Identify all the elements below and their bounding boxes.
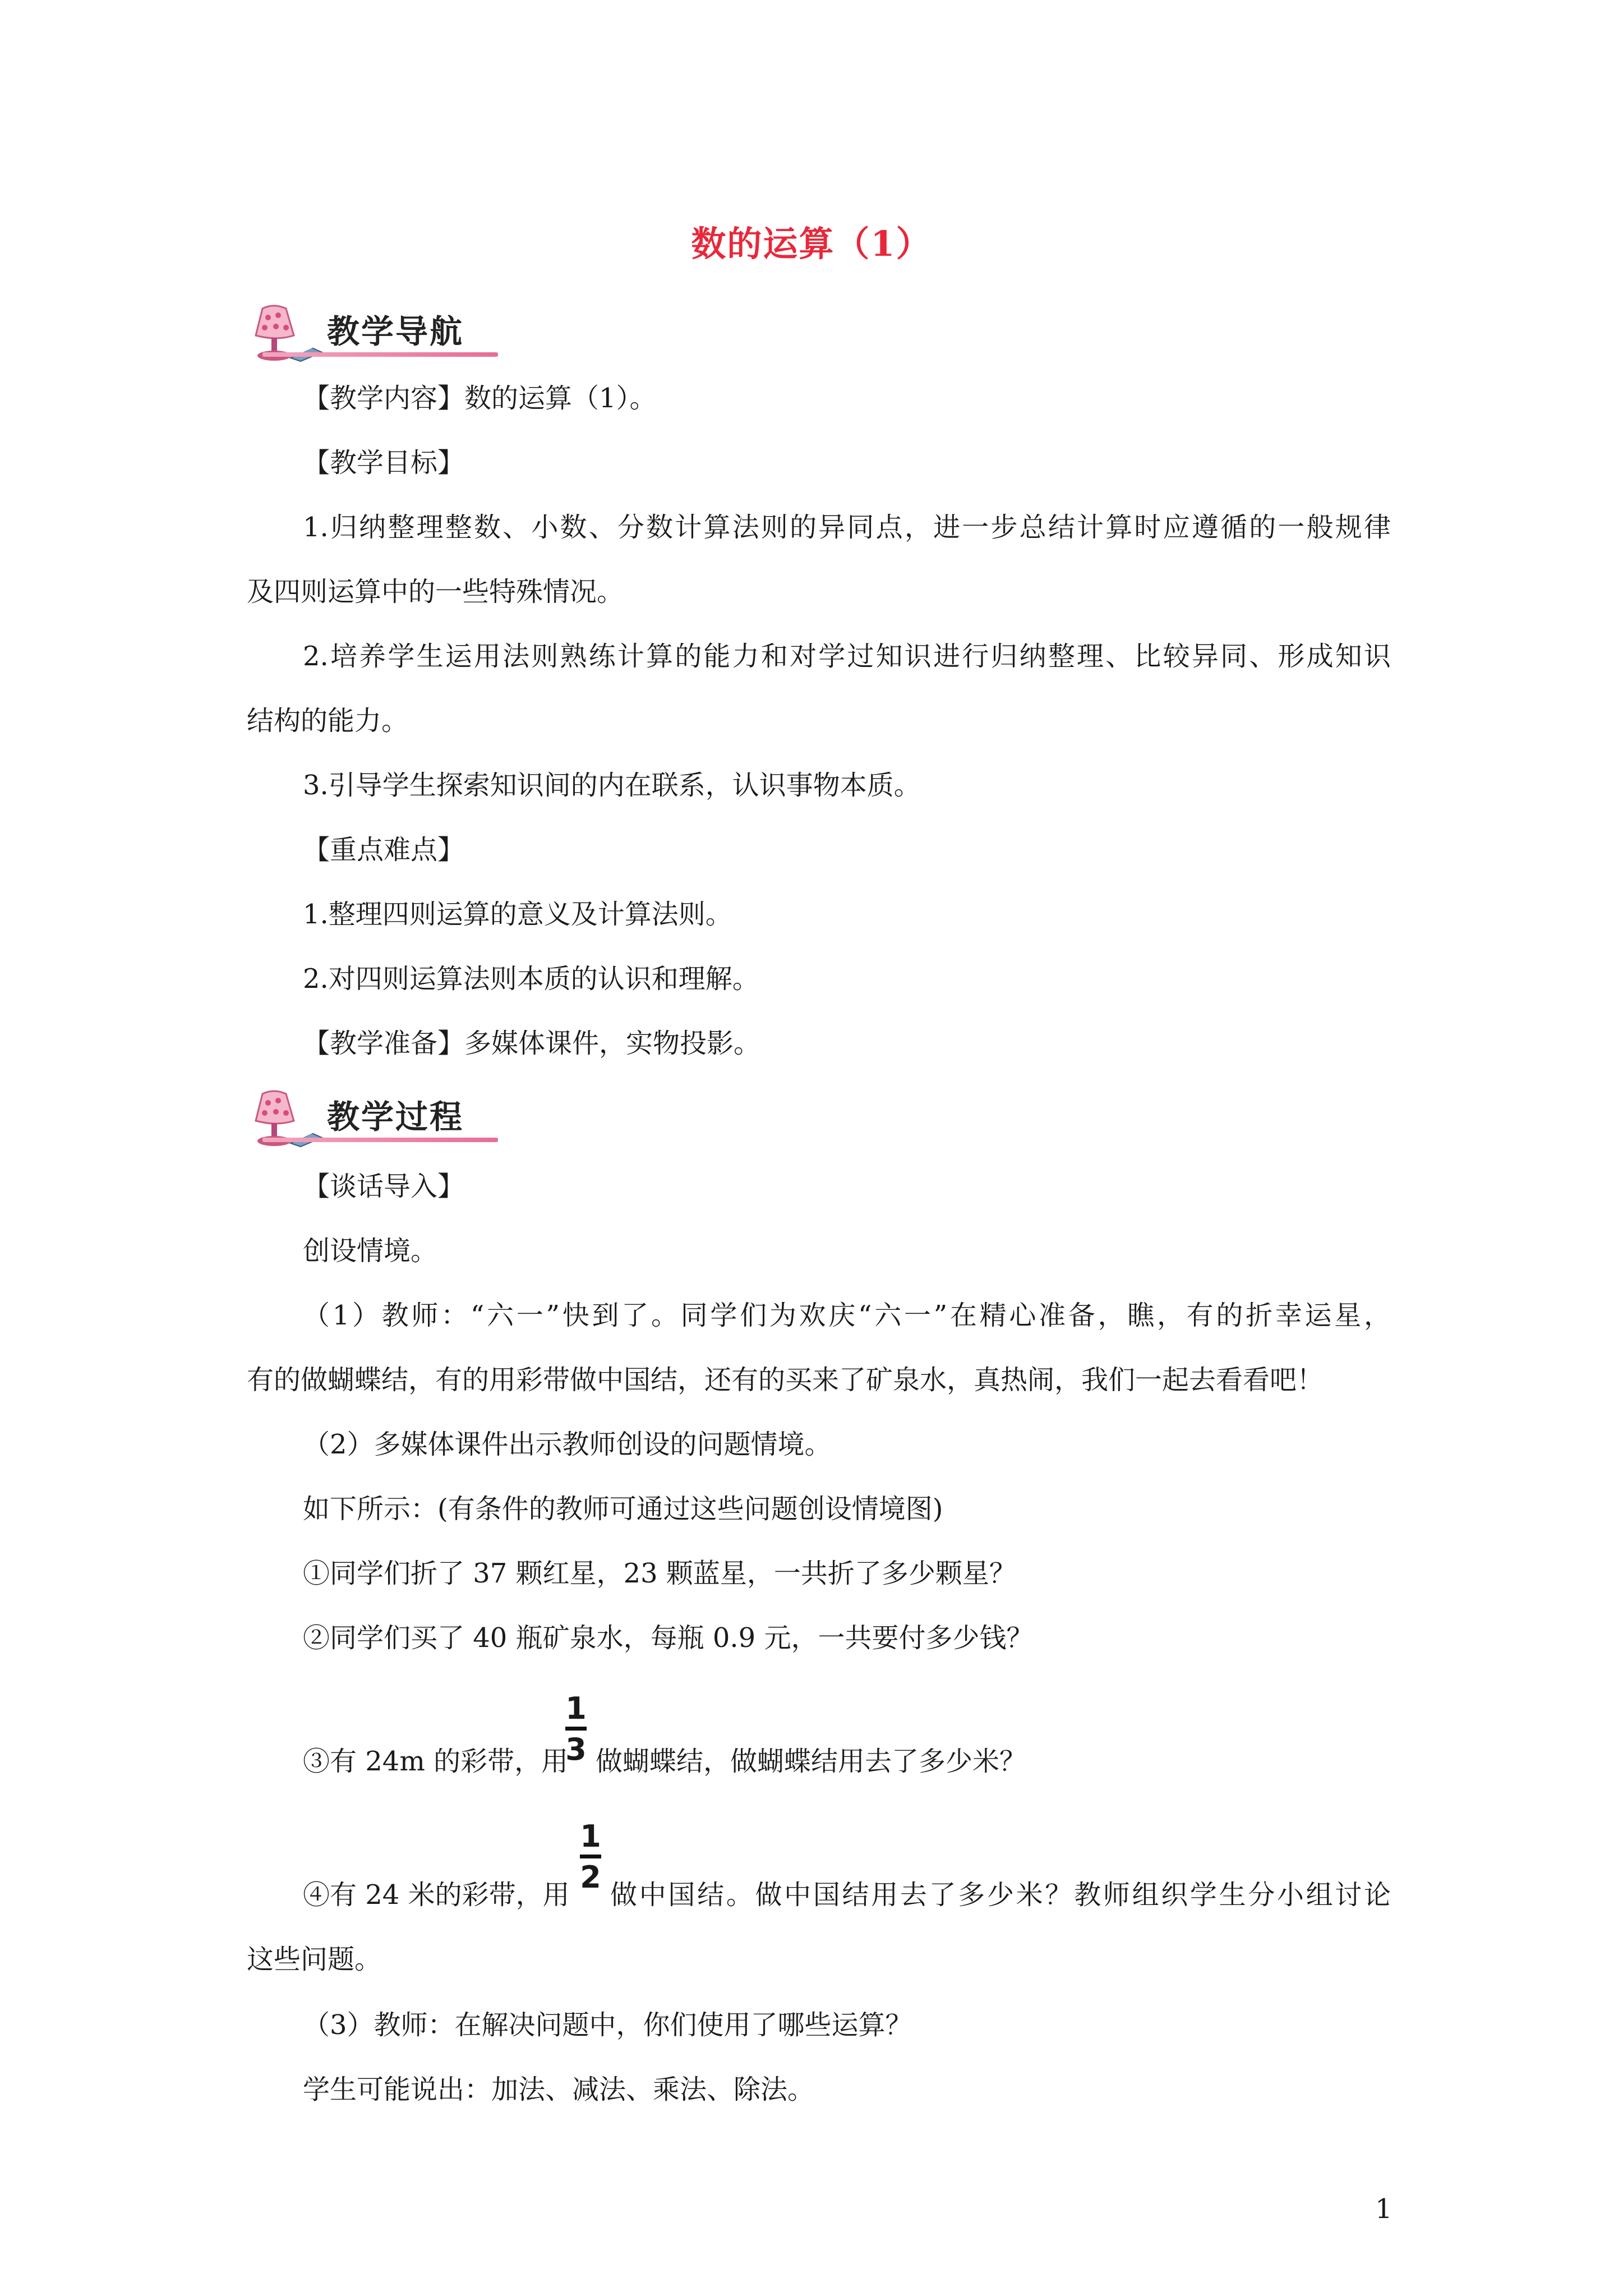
banner-underline	[262, 1138, 498, 1142]
intro-heading: 【谈话导入】	[303, 1171, 465, 1202]
question-4-prefix: ④有 24 米的彩带，用	[303, 1879, 570, 1911]
fraction-one-third	[562, 1693, 590, 1765]
para-2: （2）多媒体课件出示教师创设的问题情境。	[303, 1429, 832, 1460]
para-1-line-2: 有的做蝴蝶结，有的用彩带做中国结，还有的买来了矿泉水，真热闹，我们一起去看看吧！	[247, 1364, 1324, 1396]
fraction-one-half	[577, 1821, 605, 1893]
section-banner-nav	[246, 303, 499, 365]
para-3: （3）教师：在解决问题中，你们使用了哪些运算？	[303, 2009, 912, 2041]
goal-2-line-2: 结构的能力。	[247, 705, 409, 737]
goals-heading: 【教学目标】	[303, 447, 465, 478]
intro-text: 创设情境。	[303, 1235, 438, 1267]
para-2-note: 如下所示：(有条件的教师可通过这些问题创设情境图)	[303, 1493, 943, 1525]
question-4-suffix: 做中国结。做中国结用去了多少米？教师组织学生分小组讨论	[610, 1879, 1391, 1911]
question-4-line-2: 这些问题。	[247, 1944, 382, 1975]
question-1: ①同学们折了 37 颗红星，23 颗蓝星，一共折了多少颗星？	[303, 1558, 1016, 1589]
fraction-denominator: 3	[565, 1732, 587, 1767]
teaching-content: 【教学内容】数的运算（1）。	[303, 383, 657, 414]
key-point-2: 2.对四则运算法则本质的认识和理解。	[303, 963, 759, 995]
page-title: 数的运算（1）	[691, 223, 932, 264]
fraction-bar	[565, 1727, 587, 1731]
para-3-answer: 学生可能说出：加法、减法、乘法、除法。	[303, 2074, 815, 2105]
question-3-suffix: 做蝴蝶结，做蝴蝶结用去了多少米？	[596, 1746, 1027, 1777]
section-banner-process	[246, 1088, 499, 1150]
para-1-line-1: （1）教师：“六一”快到了。同学们为欢庆“六一”在精心准备，瞧，有的折幸运星，	[303, 1300, 1391, 1331]
banner-label: 教学导航	[327, 312, 464, 351]
fraction-denominator: 2	[580, 1860, 601, 1895]
page-number: 1	[1375, 2193, 1393, 2225]
key-point-1: 1.整理四则运算的意义及计算法则。	[303, 899, 732, 930]
fraction-numerator: 1	[580, 1819, 601, 1854]
banner-underline	[262, 352, 498, 357]
goal-3: 3.引导学生探索知识间的内在联系，认识事物本质。	[303, 770, 921, 801]
banner-label: 教学过程	[327, 1098, 464, 1136]
question-2: ②同学们买了 40 瓶矿泉水，每瓶 0.9 元，一共要付多少钱？	[303, 1622, 1034, 1654]
goal-1-line-2: 及四则运算中的一些特殊情况。	[247, 576, 624, 608]
key-points-heading: 【重点难点】	[303, 834, 465, 866]
question-3-prefix: ③有 24m 的彩带，用	[303, 1746, 569, 1777]
fraction-bar	[580, 1855, 601, 1858]
goal-2-line-1: 2.培养学生运用法则熟练计算的能力和对学过知识进行归纳整理、比较异同、形成知识	[303, 641, 1391, 672]
fraction-numerator: 1	[565, 1691, 587, 1726]
goal-1-line-1: 1.归纳整理整数、小数、分数计算法则的异同点，进一步总结计算时应遵循的一般规律	[303, 512, 1391, 543]
teaching-prep: 【教学准备】多媒体课件，实物投影。	[303, 1028, 761, 1059]
